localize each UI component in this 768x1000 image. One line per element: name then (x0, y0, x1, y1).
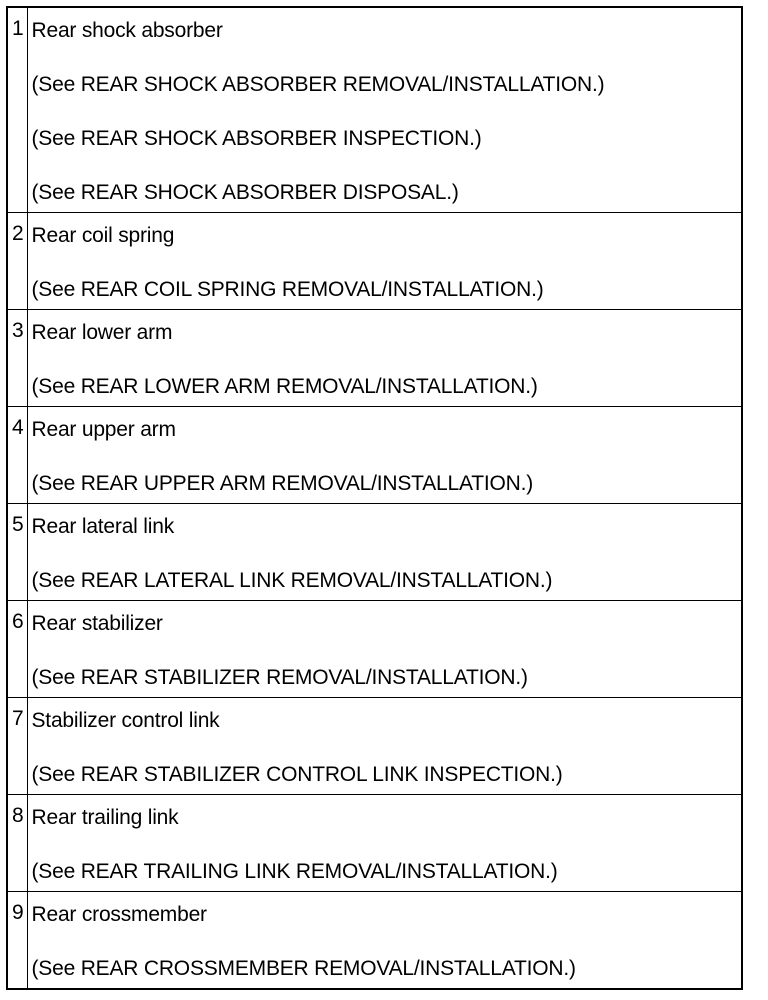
part-reference-link[interactable]: (See REAR COIL SPRING REMOVAL/INSTALLATION.) (31, 278, 544, 301)
part-number: 5 (7, 504, 27, 601)
part-name: Rear coil spring (31, 224, 175, 247)
part-number: 3 (7, 310, 27, 407)
part-details (27, 892, 742, 990)
part-reference-link[interactable]: (See REAR CROSSMEMBER REMOVAL/INSTALLATION.) (31, 957, 576, 980)
part-name: Rear trailing link (31, 806, 179, 829)
part-row-1 (7, 7, 742, 213)
part-name: Stabilizer control link (31, 709, 220, 732)
part-reference-link[interactable]: (See REAR SHOCK ABSORBER INSPECTION.) (31, 127, 482, 150)
part-number: 1 (7, 7, 27, 213)
part-row-4 (7, 407, 742, 504)
part-reference-link[interactable]: (See REAR SHOCK ABSORBER DISPOSAL.) (31, 181, 459, 204)
part-name: Rear lower arm (31, 321, 173, 344)
part-reference-link[interactable]: (See REAR UPPER ARM REMOVAL/INSTALLATION.) (31, 472, 534, 495)
part-reference-link[interactable]: (See REAR STABILIZER CONTROL LINK INSPECTION.) (31, 763, 563, 786)
part-row-2 (7, 213, 742, 310)
part-name: Rear stabilizer (31, 612, 163, 635)
part-row-5 (7, 504, 742, 601)
part-details (27, 7, 742, 213)
parts-table (6, 6, 743, 990)
part-reference-link[interactable]: (See REAR STABILIZER REMOVAL/INSTALLATION.) (31, 666, 528, 689)
part-details (27, 310, 742, 407)
part-name: Rear upper arm (31, 418, 176, 441)
part-number: 4 (7, 407, 27, 504)
part-reference-link[interactable]: (See REAR SHOCK ABSORBER REMOVAL/INSTALLATION.) (31, 73, 605, 96)
part-number: 2 (7, 213, 27, 310)
part-details (27, 698, 742, 795)
part-row-7 (7, 698, 742, 795)
part-details (27, 601, 742, 698)
part-number: 6 (7, 601, 27, 698)
part-details (27, 795, 742, 892)
part-reference-link[interactable]: (See REAR LOWER ARM REMOVAL/INSTALLATION.) (31, 375, 538, 398)
part-reference-link[interactable]: (See REAR LATERAL LINK REMOVAL/INSTALLATION.) (31, 569, 553, 592)
part-name: Rear crossmember (31, 903, 207, 926)
part-details (27, 504, 742, 601)
part-name: Rear lateral link (31, 515, 174, 538)
part-number: 7 (7, 698, 27, 795)
part-details (27, 213, 742, 310)
part-number: 8 (7, 795, 27, 892)
part-row-3 (7, 310, 742, 407)
part-name: Rear shock absorber (31, 19, 223, 42)
part-details (27, 407, 742, 504)
part-row-9 (7, 892, 742, 990)
part-reference-link[interactable]: (See REAR TRAILING LINK REMOVAL/INSTALLATION.) (31, 860, 558, 883)
part-row-6 (7, 601, 742, 698)
part-row-8 (7, 795, 742, 892)
part-number: 9 (7, 892, 27, 990)
